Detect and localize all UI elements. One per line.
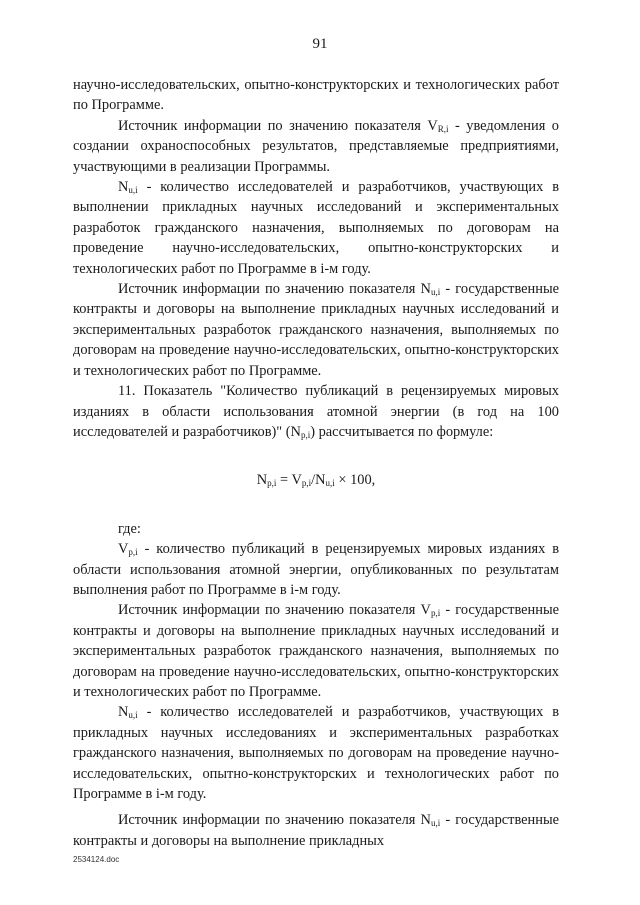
formula: $N_{p,i} = V_{p,i}/N_{u,i} \times 100$, (256, 472, 376, 489)
paragraph-source-vr: Источник информации по значению показателя $V_{R,i}$ - уведомления о создании охраноспособных результатов, представляемые предприятиями, участвующими в реализации Программы. (73, 117, 560, 175)
page-number: 91 (312, 36, 328, 52)
where-label: где: (118, 520, 141, 537)
paragraph-source-vp: Источник информации по значению показателя $V_{p,i}$ - государственные контракты и договоры на выполнение прикладных научных исследований и экспериментальных разработок гражданского назначения, выполняемых по договорам на проведение научно-исследовательских, опытно-конструкторских и технологических работ по Программе. (73, 602, 559, 700)
paragraph-def-nu: $N_{u,i}$ - количество исследователей и разработчиков, участвующих в выполнении прикладных научных исследований и экспериментальных разработок гражданского назначения, выполняемых по договорам на проведение научно-исследовательских, опытно-конструкторских и технологических работ по Программе в i-м году. (73, 179, 559, 277)
paragraph-def-vp: $V_{p,i}$ - количество публикаций в рецензируемых мировых изданиях в области использования атомной энергии, опубликованных по результатам выполнения работ по Программе в i-м году. (73, 541, 559, 598)
file-reference: 2534124.doc (73, 855, 120, 864)
paragraph-def-nu-2: $N_{u,i}$ - количество исследователей и разработчиков, участвующих в прикладных научных исследованиях и экспериментальных разработках гражданского назначения, выполняемых по договорам на проведение научно-исследовательских, опытно-конструкторских и технологических работ по Программе в i-м году. (73, 704, 559, 802)
paragraph-indicator-11: 11. Показатель "Количество публикаций в рецензируемых мировых изданиях в области использования атомной энергии (в год на 100 исследователей и разработчиков)" $(N_{p,i})$ рассчитывается по формуле: (73, 383, 559, 440)
paragraph-source-nu: Источник информации по значению показателя $N_{u,i}$ - государственные контракты и договоры на выполнение прикладных научных исследований и экспериментальных разработок гражданского назначения, выполняемых по договорам на проведение научно-исследовательских, опытно-конструкторских и технологических работ по Программе. (73, 281, 559, 379)
paragraph-source-nu-2: Источник информации по значению показателя $N_{u,i}$ - государственные контракты и договоры на выполнение прикладных (73, 812, 559, 849)
paragraph-continuation: научно-исследовательских, опытно-конструкторских и технологических работ по Программе. (73, 77, 559, 114)
document-body (73, 75, 559, 851)
